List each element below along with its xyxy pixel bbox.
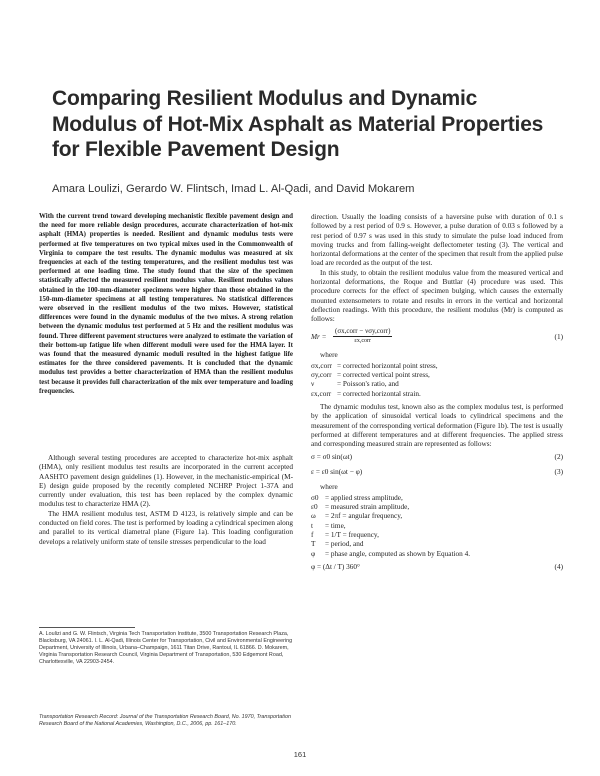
paper-title: Comparing Resilient Modulus and Dynamic Modulus of Hot-Mix Asphalt as Material Properties for Flexible Pavement Design — [52, 87, 544, 161]
definition-symbol: σ0 — [311, 493, 319, 502]
definition-item — [311, 550, 563, 559]
definition-symbol: ω — [311, 512, 316, 521]
definition-text: = corrected horizontal strain. — [337, 389, 421, 398]
definition-text: = corrected vertical point stress, — [337, 371, 430, 380]
definition-symbol: f — [311, 531, 314, 540]
definition-symbol: εx,corr — [311, 389, 332, 398]
definition-symbol: ε0 — [311, 503, 318, 512]
equation-number: (4) — [554, 562, 563, 571]
body-paragraph: The HMA resilient modulus test, ASTM D 4123, is relatively simple and can be conducted on field cores. The test is performed by loading a cylindrical specimen along and parallel to its vertical diametral plane (Figure 1a). This loading configuration develops a relatively uniform state of tensile stresses perpendicular to the load — [39, 509, 293, 546]
body-paragraph: In this study, to obtain the resilient modulus value from the measured vertical and horizontal deformations, the Roque and Buttlar (4) procedure was used. This procedure corrects for the effect of specimen bulging, which causes the externally mounted extensometers to rotate and results in errors in the vertical and horizontal deflection readings. With this procedure, the resilient modulus (Mr) is computed as follows: — [311, 268, 563, 324]
definition-text: = 1/T = frequency, — [325, 531, 379, 540]
where-label: where — [320, 350, 338, 359]
body-paragraph: Although several testing procedures are accepted to characterize hot-mix asphalt (HMA), only resilient modulus test results are incorporated in the current accepted AASHTO pavement design guidelines (1). However, in the mechanistic-empirical (M-E) design guide proposed by the recently completed NCHRP Project 1-37A and currently under evaluation, this test has been replaced by the complex dynamic modulus test to characterize HMA (2). — [39, 454, 293, 509]
abstract — [39, 212, 293, 396]
citation-text: Transportation Research Record: Journal of the Transportation Research Board, No. 1970, Transportation Research Board of the National Academies, Washington, D.C., 2006, pp. 161–170. — [39, 714, 291, 727]
variable-definitions-2 — [311, 494, 563, 559]
definition-text: = measured strain amplitude, — [325, 503, 410, 512]
equation-3 — [311, 468, 563, 480]
definition-text: = corrected horizontal point stress, — [337, 361, 438, 370]
author-affiliations: A. Loulizi and G. W. Flintsch, Virginia Tech Transportation Institute, 3500 Transportation Research Plaza, Blacksburg, VA 24061. I. L. Al-Qadi, Illinois Center for Transportation, Civil and Environmental Engineering Department, University of Illinois, Urbana–Champaign, 1611 Titan Drive, Rantoul, IL 61866. D. Mokarem, Virginia Transportation Research Council, Virginia Department of Transportation, 530 Edgemont Road, Charlottesville, VA 22903-2454. — [39, 631, 293, 665]
journal-citation — [39, 714, 295, 728]
equation-lhs: Mr = — [311, 332, 327, 341]
definition-symbol: t — [311, 521, 314, 530]
body-paragraph: direction. Usually the loading consists of a haversine pulse with duration of 0.1 s followed by a rest period of 0.9 s. However, a pulse duration of 0.03 s followed by a rest period of 0.97 s was used in this study to simulate the pulse load induced from moving trucks and from falling-weight deflectometer testing (3). The vertical and horizontal deformations at the center of the specimen that result from the applied pulse load are recorded as the output of the test. — [311, 213, 563, 268]
definition-item — [311, 540, 563, 549]
page-number: 161 — [293, 750, 307, 759]
definition-symbol: σy,corr — [311, 371, 332, 380]
definition-text: = 2πf = angular frequency, — [325, 512, 403, 521]
equation-numerator: (σx,corr − νσy,corr) — [333, 327, 392, 337]
equation-4 — [311, 563, 563, 575]
definition-symbol: φ — [311, 549, 316, 558]
body-paragraph: The dynamic modulus test, known also as the complex modulus test, is performed by the application of sinusoidal vertical loads to cylindrical specimens and the measurement of the corresponding vertical deformation (Figure 1b). The test is usually performed at different temperatures and at different frequencies. The applied stress and corresponding measured strain are represented as follows: — [311, 403, 563, 449]
right-column-body — [311, 213, 563, 578]
definition-item — [311, 503, 563, 512]
definition-item — [311, 494, 563, 503]
footnote-divider — [39, 627, 135, 628]
definition-item — [311, 531, 563, 540]
definition-text: = period, and — [325, 540, 364, 549]
equation-1 — [311, 327, 563, 349]
definition-symbol: ν — [311, 380, 315, 389]
definition-item — [311, 390, 563, 399]
equation-expression: φ = (Δt / T) 360° — [311, 562, 360, 571]
definition-item — [311, 371, 563, 380]
equation-expression: ε = ε0 sin(ωt − φ) — [311, 467, 363, 476]
definition-item — [311, 380, 563, 389]
definition-text: = phase angle, computed as shown by Equation 4. — [325, 549, 471, 558]
variable-definitions-1 — [311, 362, 563, 399]
equation-denominator: εx,corr — [354, 337, 372, 344]
definition-symbol: σx,corr — [311, 361, 333, 370]
definition-text: = Poisson's ratio, and — [337, 380, 399, 389]
equation-number: (3) — [554, 467, 563, 476]
definition-item — [311, 512, 563, 521]
definition-symbol: T — [311, 540, 316, 549]
definition-item — [311, 362, 563, 371]
equation-number: (2) — [554, 452, 563, 461]
equation-fraction — [333, 327, 392, 347]
equation-2 — [311, 453, 563, 465]
definition-text: = applied stress amplitude, — [325, 493, 403, 502]
definition-item — [311, 522, 563, 531]
left-column-body — [39, 454, 293, 547]
equation-expression: σ = σ0 sin(ωt) — [311, 452, 353, 461]
author-list: Amara Loulizi, Gerardo W. Flintsch, Imad L. Al-Qadi, and David Mokarem — [52, 183, 415, 195]
abstract-text: With the current trend toward developing mechanistic flexible pavement design and the need for more reliable design procedures, accurate characterization of hot-mix asphalt (HMA) properties is needed. Resilient and dynamic modulus tests were performed at five temperatures on two typical mixes used in the Commonwealth of Virginia to compare the test results. The dynamic modulus was measured at six frequencies at each of the testing temperatures, and the resilient modulus test was performed at one loading time. The study found that the size of the specimen statistically affected the measured resilient modulus value. Resilient modulus values obtained in the 100-mm-diameter specimens were higher than those obtained in the 150-mm-diameter specimens at all testing temperatures. No statistical differences were observed in the resilient modulus of the two mixes. However, statistical differences were found in the dynamic modulus of the two mixes. A strong relation between the dynamic modulus test performed at 5 Hz and the resilient modulus was found. Three different pavement structures were analyzed to estimate the variation of their bottom-up fatigue life when different moduli were used for the HMA layer. It was found that the measured dynamic moduli resulted in the highest fatigue life estimates for the three considered pavements. It is concluded that the dynamic modulus test provides a better characterization of HMA than the resilient modulus test because it provides full characterization of the mix over temperature and loading frequencies. — [39, 212, 293, 395]
where-label: where — [320, 482, 338, 491]
definition-text: = time, — [325, 521, 346, 530]
equation-number: (1) — [554, 332, 563, 341]
